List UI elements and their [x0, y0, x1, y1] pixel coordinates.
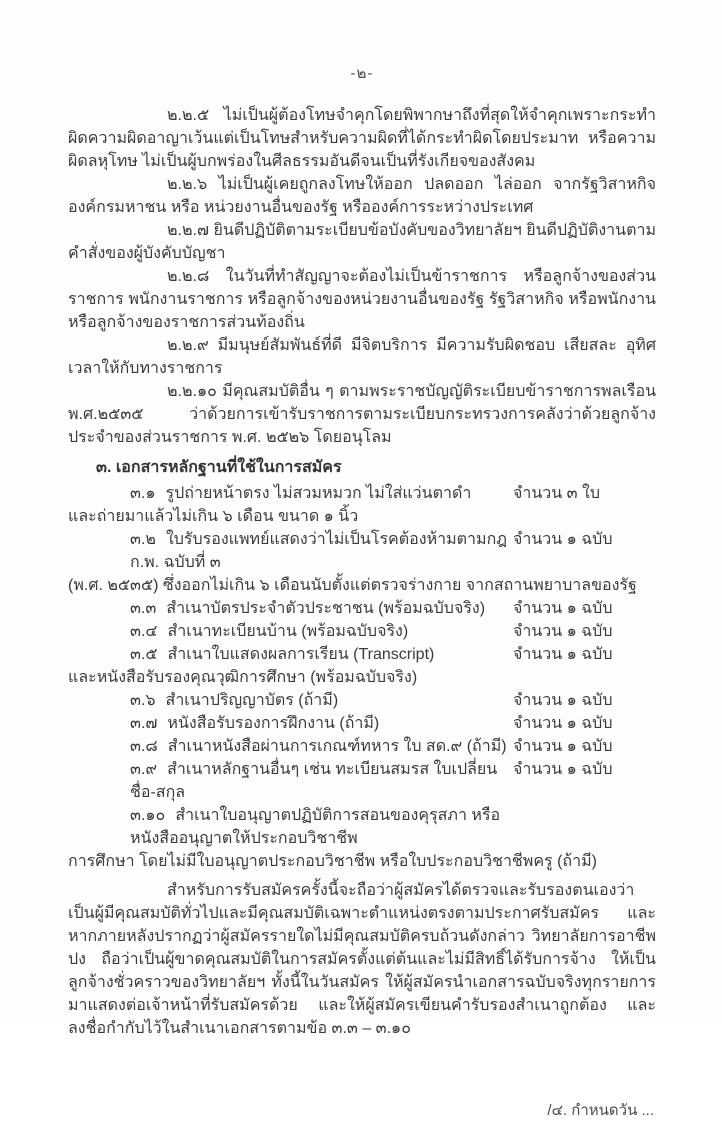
document-item-3-2: [68, 528, 656, 597]
qualification-paragraph: ๒.๒.๖ ไม่เป็นผู้เคยถูกลงโทษให้ออก ปลดออก ไล่ออก จากรัฐวิสาหกิจ องค์กรมหาชน หรือ หน่วยงานอื่นของรัฐ หรือองค์การระหว่างประเทศ: [68, 176, 656, 216]
document-item-quantity: จำนวน ๑ ฉบับ: [513, 715, 613, 732]
document-item-3-1: [68, 482, 656, 528]
document-item-text: ๓.๑ รูปถ่ายหน้าตรง ไม่สวมหมวก ไม่ใส่แว่นตาดำ: [130, 485, 472, 502]
section-title-documents: ๓. เอกสารหลักฐานที่ใช้ในการสมัคร: [96, 459, 342, 476]
qualification-paragraph: ๒.๒.๑๐ มีคุณสมบัติอื่น ๆ ตามพระราชบัญญัติระเบียบข้าราชการพลเรือน พ.ศ.๒๕๓๕ ว่าด้วยการเข้ารับราชการตามระเบียบกระทรวงการคลังว่าด้วยลูกจ้างประจำของส่วนราชการ พ.ศ. ๒๕๒๖ โดยอนุโลม: [68, 383, 656, 446]
document-item-quantity: จำนวน ๓ ใบ: [513, 485, 601, 502]
qualification-paragraph: ๒.๒.๙ มีมนุษย์สัมพันธ์ที่ดี มีจิตบริการ มีความรับผิดชอบ เสียสละ อุทิศเวลาให้กับทางราชการ: [68, 337, 656, 377]
document-item-3-10: [68, 804, 656, 873]
document-item-continuation: และหนังสือรับรองคุณวุฒิการศึกษา (พร้อมฉบับจริง): [68, 669, 418, 686]
document-item-3-6: [68, 689, 656, 712]
document-item-continuation: และถ่ายมาแล้วไม่เกิน ๖ เดือน ขนาด ๑ นิ้ว: [68, 508, 359, 525]
document-item-text: ๓.๔ สำเนาทะเบียนบ้าน (พร้อมฉบับจริง): [130, 623, 409, 640]
document-item-quantity: จำนวน ๑ ฉบับ: [513, 600, 613, 617]
document-item-continuation: (พ.ศ. ๒๕๓๕) ซึ่งออกไม่เกิน ๖ เดือนนับตั้งแต่ตรวจร่างกาย จากสถานพยาบาลของรัฐ: [68, 577, 637, 594]
document-item-continuation: การศึกษา โดยไม่มีใบอนุญาตประกอบวิชาชีพ หรือใบประกอบวิชาชีพครู (ถ้ามี): [68, 853, 597, 870]
document-item-text: ๓.๕ สำเนาใบแสดงผลการเรียน (Transcript): [130, 646, 435, 663]
document-item-3-4: [68, 620, 656, 643]
document-item-text: ๓.๘ สำเนาหนังสือผ่านการเกณฑ์ทหาร ใบ สด.๙ (ถ้ามี): [130, 738, 507, 755]
qualification-paragraph: ๒.๒.๕ ไม่เป็นผู้ต้องโทษจำคุกโดยพิพากษาถึงที่สุดให้จำคุกเพราะกระทำผิดความผิดอาญาเว้นแต่เป็นโทษสำหรับความผิดที่ได้กระทำผิดโดยประมาท หรือความผิดลหุโทษ ไม่เป็นผู้บกพร่องในศีลธรรมอันดีจนเป็นที่รังเกียจของสังคม: [68, 107, 656, 170]
qualifications-section: [68, 104, 656, 449]
document-item-3-8: [68, 735, 656, 758]
document-item-3-5: [68, 643, 656, 689]
document-item-3-7: [68, 712, 656, 735]
qualification-paragraph: ๒.๒.๘ ในวันที่ทำสัญญาจะต้องไม่เป็นข้าราชการ หรือลูกจ้างของส่วนราชการ พนักงานราชการ หรือลูกจ้างของหน่วยงานอื่นของรัฐ รัฐวิสาหกิจ หรือพนักงานหรือลูกจ้างของราชการส่วนท้องถิ่น: [68, 268, 656, 331]
document-item-text: ๓.๙ สำเนาหลักฐานอื่นๆ เช่น ทะเบียนสมรส ใบเปลี่ยนชื่อ-สกุล: [130, 761, 498, 801]
document-item-quantity: จำนวน ๑ ฉบับ: [513, 761, 613, 778]
closing-paragraph: สำหรับการรับสมัครครั้งนี้จะถือว่าผู้สมัครได้ตรวจและรับรองตนเองว่าเป็นผู้มีคุณสมบัติทั่วไปและมีคุณสมบัติเฉพาะตำแหน่งตรงตามประกาศรับสมัคร และหากภายหลังปรากฏว่าผู้สมัครรายใดไม่มีคุณสมบัติครบถ้วนดังกล่าว วิทยาลัยการอาชีพปง ถือว่าเป็นผู้ขาดคุณสมบัติในการสมัครตั้งแต่ต้นและไม่มีสิทธิ์ได้รับการจ้าง ให้เป็นลูกจ้างชั่วคราวของวิทยาลัยฯ ทั้งนี้ในวันสมัคร ให้ผู้สมัครนำเอกสารฉบับจริงทุกรายการมาแสดงต่อเจ้าหน้าที่รับสมัครด้วย และให้ผู้สมัครเขียนคำรับรองสำเนาถูกต้อง และลงชื่อกำกับไว้ในสำเนาเอกสารตามข้อ ๓.๓ – ๓.๑๐: [68, 882, 656, 1037]
document-item-quantity: จำนวน ๑ ฉบับ: [513, 738, 613, 755]
document-item-quantity: จำนวน ๑ ฉบับ: [513, 692, 613, 709]
document-item-text: ๓.๖ สำเนาปริญญาบัตร (ถ้ามี): [130, 692, 339, 709]
document-item-quantity: จำนวน ๑ ฉบับ: [513, 646, 613, 663]
document-item-text: ๓.๒ ใบรับรองแพทย์แสดงว่าไม่เป็นโรคต้องห้ามตามกฎ ก.พ. ฉบับที่ ๓: [130, 531, 507, 571]
document-item-quantity: จำนวน ๑ ฉบับ: [513, 531, 613, 548]
document-item-3-3: [68, 597, 656, 620]
document-content: [68, 104, 656, 1122]
qualification-paragraph: ๒.๒.๗ ยินดีปฏิบัติตามระเบียบข้อบังคับของวิทยาลัยฯ ยินดีปฏิบัติงานตามคำสั่งของผู้บังคับบัญชา: [68, 222, 656, 262]
document-item-text: ๓.๓ สำเนาบัตรประจำตัวประชาชน (พร้อมฉบับจริง): [130, 600, 486, 617]
document-item-text: ๓.๑๐ สำเนาใบอนุญาตปฏิบัติการสอนของคุรุสภา หรือหนังสืออนุญาตให้ประกอบวิชาชีพ: [130, 807, 501, 847]
document-item-3-9: [68, 758, 656, 804]
document-item-text: ๓.๗ หนังสือรับรองการฝึกงาน (ถ้ามี): [130, 715, 380, 732]
page-number: -๒-: [350, 65, 374, 82]
documents-list: [68, 482, 656, 873]
page-continuation-note: /๔. กำหนดวัน ...: [547, 1102, 654, 1119]
document-item-quantity: จำนวน ๑ ฉบับ: [513, 623, 613, 640]
